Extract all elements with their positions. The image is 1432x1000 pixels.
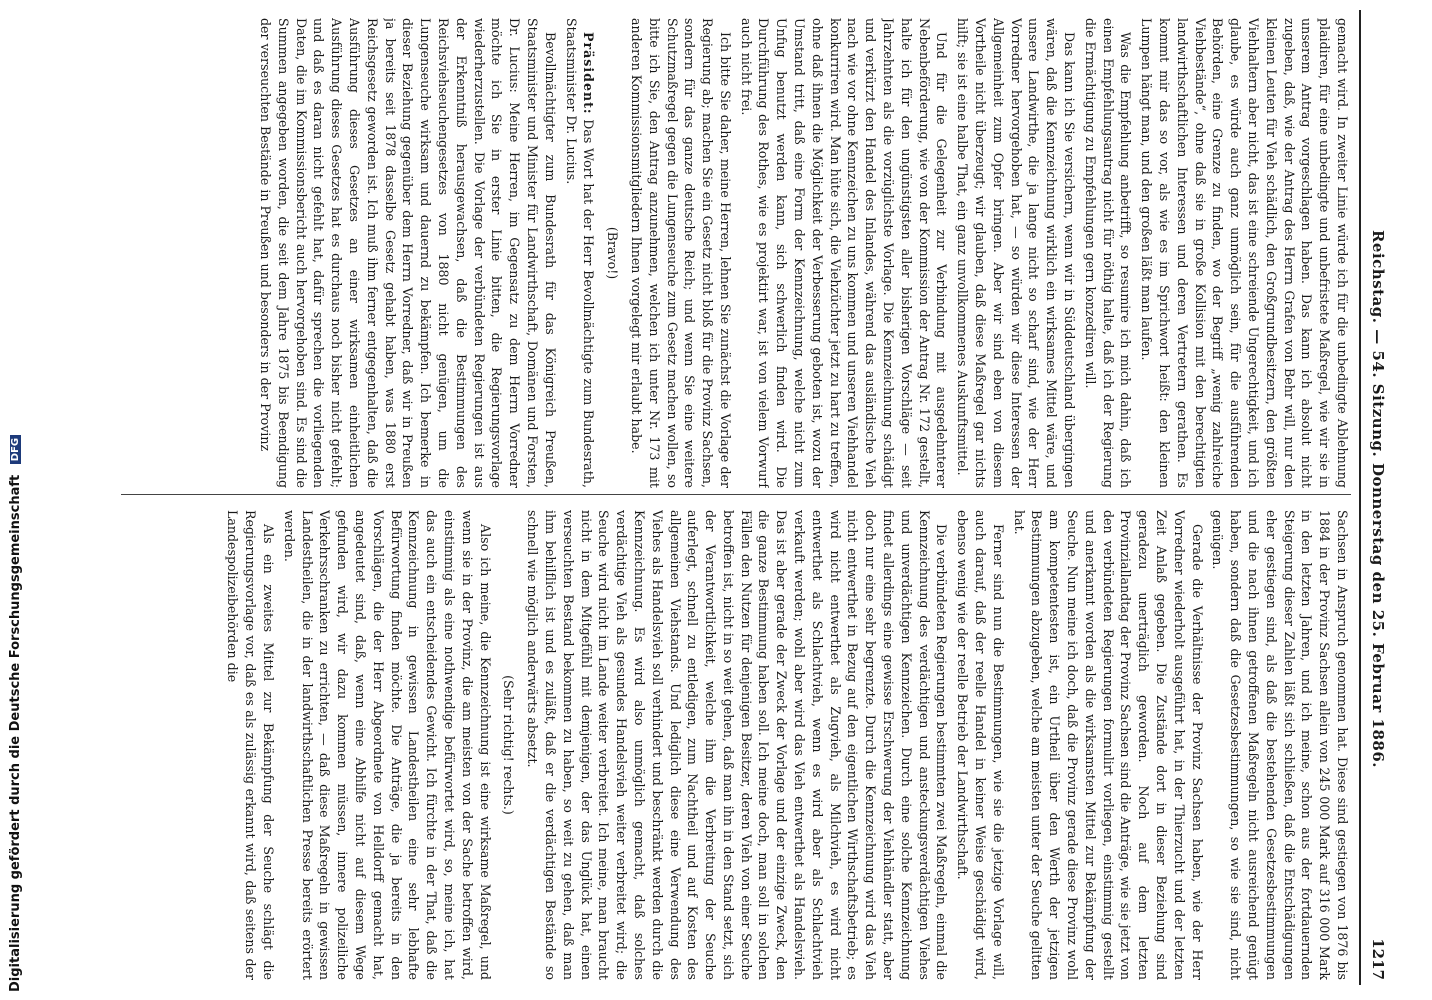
applause-note: (Bravo!) [605,226,621,280]
paragraph: Das kann ich Sie versichern, wenn wir in Süddeutschland übergingen wären, daß die Kennzeichnung wirklich ein wirksames Mittel wäre, und unsere Landwirthe, die ja lange nicht so scharf sind, wie der Herr Vorredner hervorgehoben hat, — so würden wir diese Interessen der Allgemeinheit zum Opfer bringen. Aber wir sind eben von diesem Vortheile nicht überzeugt; wir glauben, daß diese Maßregel gar nichts hilft; sie ist eine halbe That, ein ganz unvollkommenes Auskunftsmittel. [955,18,1078,488]
digitization-credit-text [8,435,23,992]
speaker-paragraph [562,18,598,488]
paragraph: Gerade die Verhältnisse der Provinz Sachsen haben, wie der Herr Vorredner wiederholt ausgeführt hat, in der Thierzucht und der letzten Zeit Anlaß gegeben. Die Zustände dort in dieser Beziehung sind geradezu unerträglich geworden. Noch auf dem letzten Provinziallandtag der Provinz Sachsen sind die Anträge, wie sie jetzt von den verbündeten Regierungen formulirt vorliegen, einstimmig gestellt und anerkannt worden als die wirksamsten Mittel zur Bekämpfung der Seuche. Nun meine ich doch, daß die Provinz gerade diese Provinz wohl am kompetentesten ist, ein Urtheil über den Werth der jetzigen Bestimmungen abzugeben, welche am meisten unter der Seuche gelitten hat. [1011,510,1205,980]
digitization-credit [2,0,28,1000]
paragraph: Ich bitte Sie daher, meine Herren, lehnen Sie zunächst die Vorlage der Regierung ab; machen Sie ein Gesetz nicht bloß für die Provinz Sachsen, sondern für das ganze deutsche Reich; und wenn Sie eine weitere Schutzmaßregel gegen die Lungenseuche zum Gesetz machen wollen, so bitte ich Sie, den Antrag anzunehmen, welchen ich unter Nr. 173 mit anderen Kommissionsmitgliedern Ihnen vorgelegt mir erlaubt habe. [628,18,733,488]
paragraph: Bevollmächtigter zum Bundesrath für das Königreich Preußen, Staatsminister und Minister für Landwirthschaft, Domänen und Forsten, Dr. Lucius: Meine Herren, im Gegensatz zu dem Herrn Vorredner möchte ich Sie in erster Linie bitten, die Regierungsvorlage wiederherzustellen. Die Vorlage der verbündeten Regierungen ist aus der Erkenntniß herausgewachsen, daß die Bestimmungen des Reichsviehseuchengesetzes von 1880 nicht genügen, um die Lungenseuche wirksam und dauernd zu bekämpfen. Ich bemerke in dieser Beziehung gegenüber dem Herrn Vorredner, daß wir in Preußen ja bereits seit 1878 dasselbe Gesetz gehabt haben, was 1880 erst Reichsgesetz geworden ist. Ich muß ihm ferner entgegenhalten, daß die Ausführung dieses Gesetzes an einer wirksamen einheitlichen Ausführung dieses Gesetzes hat es durchaus noch bisher nicht gefehlt; und daß es daran nicht gefehlt hat, dafür sprechen die vorliegenden Daten, die im Kommissionsbericht auch hervorgehoben sind. Es sind die Summen angegeben worden, die seit dem Jahre 1875 bis Beendigung der verseuchten Bestände in Preußen und besonders in der Provinz [257,18,558,488]
page-number: 1217 [1369,938,1387,980]
page-header [1363,18,1387,980]
dfg-logo: DFG [10,435,21,464]
paragraph: Also ich meine, die Kennzeichnung ist eine wirksame Maßregel, und wenn sie in der Provinz, die am meisten von der Sache betroffen wird, einstimmig als eine nothwendige befürwortet wird, so, meine ich, hat das auch ein entscheidendes Gewicht. Ich fürchte in der That, daß die Kennzeichnung in gewissen Landestheilen eine sehr lebhafte Befürwortung finden möchte. Die Anträge, die ja bereits in den Vorschlägen, die der Herr Abgeordnete von Helldorff gemacht hat, angedeutet sind, daß, wenn eine Abhilfe nicht auf diesem Wege gefunden wird, wir dazu kommen müssen, innere polizeiliche Verkehrsschranken zu errichten, — daß diese Maßregeln in gewissen Landestheilen, die in der landwirthschaftlichen Presse bereits erörtert werden. [281,510,493,980]
paragraph: Als ein zweites Mittel zur Bekämpfung der Seuche schlägt die Regierungsvorlage vor, daß es als zulässig erkannt wird, daß seitens der Landespolizeibehörden die [225,510,276,980]
paragraph: Was die Empfehlung anbetrifft, so resumire ich mich dahin, daß ich einen Empfehlungsantrag nicht für nöthig halte, daß ich der Regierung die Ermächtigung zu Empfehlungen gern konzediren will. [1082,18,1134,488]
speaker-text: Das Wort hat der Herr Bevollmächtigte zum Bundesrath, Staatsminister Dr. Lucius. [563,18,597,488]
paragraph: Sachsen in Anspruch genommen hat. Diese sind gestiegen von 1876 bis 1884 in der Provinz Sachsen allein von 245 000 Mark auf 316 000 Mark in den letzten Jahren, und ich meine, schon aus der fortdauernden Steigerung dieser Zahlen läßt sich schließen, daß die Entschädigungen eher gestiegen sind, als daß die bestehenden Gesetzesbestimmungen und die nach ihnen getroffenen Maßregeln nicht ausreichend genügt haben, sondern daß die Gesetzesbestimmungen, so wie sie sind, nicht genügen. [1210,510,1350,980]
interjection-note: (Sehr richtig! rechts.) [501,675,517,815]
running-title: Reichstag. — 54. Sitzung. Donnerstag den 25. Februar 1886. [1369,229,1387,769]
paragraph: gemacht wird. In zweiter Linie würde ich für die unbedingte Ablehnung plaidiren, für eine unbedingte und unbefristete Maßregel, wie wir sie in unserem Antrag vorgeschlagen haben. Das kann ich absolut nicht zugeben, daß, wie der Antrag des Herrn Grafen von Behr will, nur den kleinen Leuten für Vieh schädlich, den Großgrundbesitzern, den größten Viehhaltern aber nicht, das ist eine schreiende Ungerechtigkeit, und ich glaube, es würde auch ganz unmöglich sein, für die ausführenden Behörden, eine Grenze zu finden, wo der Begriff „wenig zahlreiche Viehbestände“, ohne daß sie in große Kollision mit den berechtigten landwirthschaftlichen Interessen und deren Vertretern gerathen. Es kommt mir das so vor, als wie es im Sprichwort heißt: den kleinen Lumpen hängt man, und den großen läßt man laufen. [1139,18,1350,488]
credit-text: Digitalisierung gefördert durch die Deutsche Forschungsgemeinschaft [8,474,23,992]
left-column [121,18,1351,488]
paragraph: Und für die Gelegenheit zur Verbindung mit ausgedehnterer Nebenbeförderung, wie von der Kommission der Antrag Nr. 172 gestellt, halte ich für den ungünstigsten aller bisherigen Vorschläge — seit Jahrzehnten als die vorzüglichste Vorlage. Die Kennzeichnung schädigt und verkürzt den Handel des Inlandes, während das ausländische Vieh nach wie vor ohne Kennzeichen zu uns kommen und unseren Viehhandel konkurriren wird. Man hüte sich, die Viehzüchter jetzt zu hart zu treffen, ohne daß ihnen die Möglichkeit der Verbesserung geboten ist, wozu der Umstand tritt, daß eine Form der Kennzeichnung, welche nicht zum Unfug benutzt werden kann, sich schwerlich finden wird. Die Durchführung des Rothes, wie es projektirt war, ist von vielem Vorwurf auch nicht frei. [738,18,950,488]
right-column [121,510,1351,980]
scanned-page [95,0,1395,1000]
paragraph: Die verbündeten Regierungen bestimmten zwei Maßregeln, einmal die Kennzeichnung des verdächtigen und ansteckungsverdächtigen Viehes und unverdächtigen Kennzeichen. Durch eine solche Kennzeichnung findet allerdings eine gewisse Erschwerung der Viehhändler statt, aber doch nur eine sehr begrenzte. Durch die Kennzeichnung wird das Vieh nicht entwerthet in Bezug auf den eigentlichen Wirthschaftsbetrieb; es wird nicht entwerthet als Zugvieh, als Milchvieh, es wird nicht entwerthet als Schlachtvieh, wenn es wird aber als Schlachtvieh verkauft werden; wohl aber wird das Vieh entwerthet als Handelsvieh. Das ist aber gerade der Zweck der Vorlage und der einzige Zweck, den die ganze Bestimmung haben soll. Ich meine doch, man soll in solchen Fällen den Nutzen für denjenigen Besitzer, deren Vieh von einer Seuche betroffen ist, nicht in so weit gehen, daß man ihn in den Stand setzt, sich der Verantwortlichkeit, welche ihm die Verbreitung der Seuche auferlegt, schnell zu entledigen, zum Nachtheil und auf Kosten des allgemeinen Viehstands. Und lediglich diese eine Verwendung des Viehes als Handelsvieh soll verhindert und beschränkt werden durch die Kennzeichnung. Es wird also unmöglich gemacht, daß solches verdächtige Vieh als gesundes Handelsvieh weiter verbreitet wird; die Seuche wird nicht im Lande weiter verbreitet. Ich meine, man braucht nicht in dem Mitgefühl mit demjenigen, der das Unglück hat, einen verseuchten Bestand bekommen zu haben, so weit zu gehen, daß man ihm behilflich ist und es zuläßt, daß er die verdächtigen Bestände so schnell wie möglich anderwärts absetzt. [525,510,950,980]
column-divider [121,494,1351,495]
header-rule [1359,10,1361,985]
speaker-name: Präsident: [581,32,597,115]
paragraph: Ferner sind nun die Bestimmungen, wie sie die jetzige Vorlage will, auch darauf, daß der reelle Handel in keiner Weise geschädigt wird, ebenso wenig wie der reelle Betrieb der Landwirthschaft. [955,510,1006,980]
